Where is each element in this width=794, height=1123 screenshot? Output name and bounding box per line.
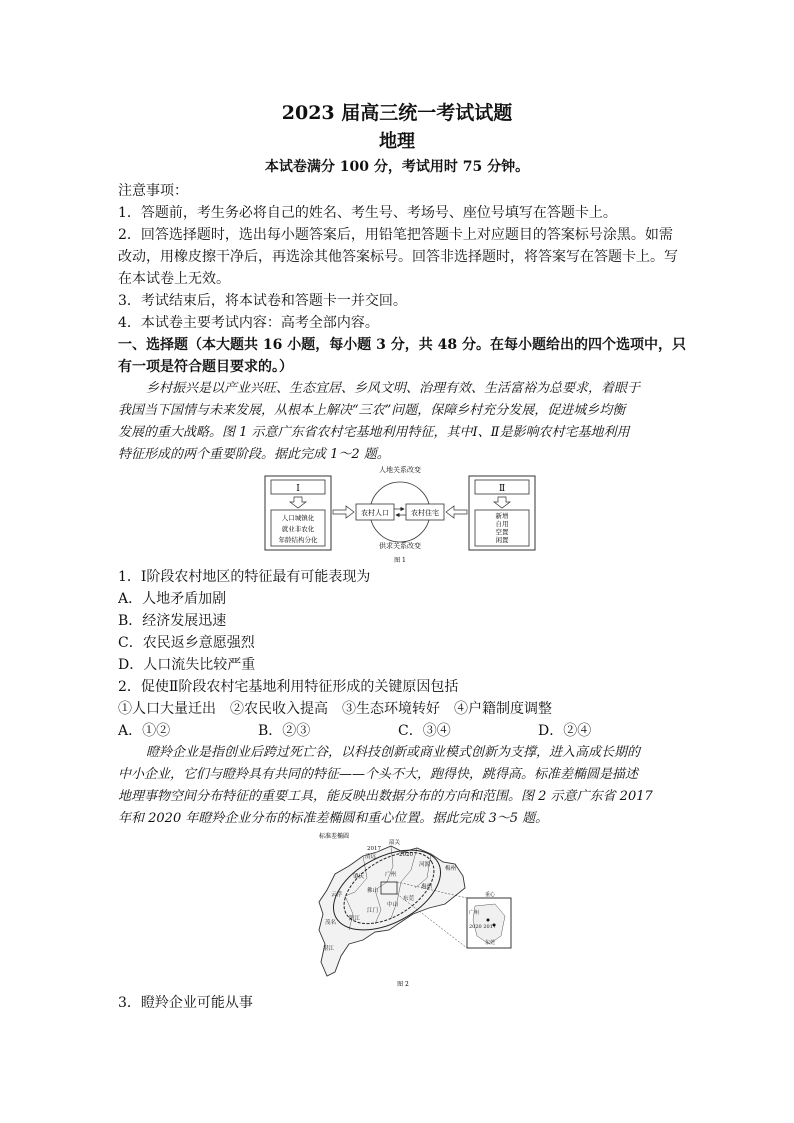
place-label: 湛江 bbox=[323, 946, 335, 952]
q1-option-d: D．人口流失比较严重 bbox=[118, 657, 256, 673]
figure-1-diagram bbox=[262, 462, 538, 566]
place-label: 中山 bbox=[387, 902, 399, 908]
passage-line: 年和 2020 年瞪羚企业分布的标准差椭圆和重心位置。据此完成 3～5 题。 bbox=[118, 811, 549, 826]
q3-stem: 3．瞪羚企业可能从事 bbox=[118, 995, 253, 1011]
place-label: 江门 bbox=[367, 908, 379, 914]
section-heading: 一、选择题（本大题共 16 小题，每小题 3 分，共 48 分。在每小题给出的四个选项中，只 bbox=[118, 337, 686, 353]
guangdong-outline bbox=[319, 846, 465, 976]
section-heading: 有一项是符合题目要求的。） bbox=[118, 359, 293, 375]
q1-option-c: C．农民返乡意愿强烈 bbox=[118, 635, 255, 651]
stage1-item: 就业非农化 bbox=[281, 525, 315, 533]
place-label: 广州 bbox=[385, 872, 397, 878]
passage-line: 瞪羚企业是指创业后跨过死亡谷，以科技创新或商业模式创新为支撑，进入高成长期的 bbox=[146, 745, 641, 760]
stage2-item: 自用 bbox=[495, 520, 509, 528]
q2-option-a: A．①② bbox=[118, 723, 171, 739]
place-label: 韶关 bbox=[389, 840, 401, 846]
q2-stem: 2．促使Ⅱ阶段农村宅基地利用特征形成的关键原因包括 bbox=[118, 679, 459, 695]
q2-option-c: C．③④ bbox=[398, 723, 451, 739]
stage2-item: 新增 bbox=[495, 512, 509, 520]
down-arrow-icon bbox=[290, 497, 306, 508]
stage2-item: 闲置 bbox=[495, 536, 509, 544]
passage-line: 地理事物空间分布特征的重要工具，能反映出数据分布的方向和范围。图 2 示意广东省 2017 bbox=[118, 789, 653, 804]
q2-option-d: D．②④ bbox=[538, 723, 592, 739]
place-label: 阳江 bbox=[349, 916, 361, 922]
place-label: 河源 bbox=[419, 862, 431, 868]
q2-option-b: B．②③ bbox=[258, 723, 311, 739]
passage-line: 特征形成的两个重要阶段。据此完成 1～2 题。 bbox=[118, 447, 390, 462]
right-arrow-icon bbox=[333, 506, 354, 518]
year-label: 2017 bbox=[367, 846, 381, 852]
note-line: 改动，用橡皮擦干净后，再选涂其他答案标号。回答非选择题时，将答案写在答题卡上。写 bbox=[118, 249, 678, 265]
figure-1-caption: 图 1 bbox=[394, 557, 406, 564]
q2-items: ①人口大量迁出 ②农民收入提高 ③生态环境转好 ④户籍制度调整 bbox=[118, 701, 552, 717]
stage1-item: 年龄结构分化 bbox=[278, 536, 318, 544]
note-line: 3．考试结束后，将本试卷和答题卡一并交回。 bbox=[118, 293, 407, 309]
stage1-item: 人口城镇化 bbox=[281, 514, 315, 522]
center-left-label: 农村人口 bbox=[361, 509, 389, 517]
note-line: 1．答题前，考生务必将自己的姓名、考生号、考场号、座位号填写在答题卡上。 bbox=[118, 205, 617, 221]
note-line: 2．回答选择题时，选出每小题答案后，用铅笔把答题卡上对应题目的答案标号涂黑。如需 bbox=[118, 227, 673, 243]
stage1-label: Ⅰ bbox=[296, 484, 300, 494]
stage2-item: 空置 bbox=[495, 528, 509, 536]
place-label: 肇庆 bbox=[353, 874, 365, 880]
q1-option-a: A．人地矛盾加剧 bbox=[118, 591, 227, 607]
place-label: 佛山 bbox=[367, 888, 379, 894]
map-legend: 标准差椭圆 bbox=[319, 833, 350, 840]
passage-line: 中小企业，它们与瞪羚具有共同的特征——个头不大，跑得快，跳得高。标准差椭圆是描述 bbox=[118, 767, 639, 782]
year-label: 2020 bbox=[399, 852, 413, 858]
inset-place: 东莞 bbox=[485, 940, 496, 946]
center-right-label: 农村住宅 bbox=[411, 509, 439, 517]
down-arrow-icon bbox=[494, 497, 510, 508]
left-arrow-icon bbox=[446, 506, 467, 518]
figure-2-map bbox=[305, 826, 520, 990]
centroid-2020 bbox=[487, 919, 490, 922]
note-line: 4．本试卷主要考试内容：高考全部内容。 bbox=[118, 315, 379, 331]
inset-label: 重心 bbox=[485, 892, 496, 898]
label-bottom: 供求关系改变 bbox=[379, 542, 421, 550]
exam-info: 本试卷满分 100 分，考试用时 75 分钟。 bbox=[264, 159, 530, 175]
notes-heading: 注意事项： bbox=[118, 183, 188, 199]
passage-line: 乡村振兴是以产业兴旺、生态宜居、乡风文明、治理有效、生活富裕为总要求，着眼于 bbox=[146, 381, 641, 396]
inset-place: 广州 bbox=[469, 910, 480, 916]
place-label: 茂名 bbox=[325, 920, 337, 926]
figure-2-caption: 图 2 bbox=[397, 981, 409, 988]
q1-option-b: B．经济发展迅速 bbox=[118, 613, 227, 629]
inset-years: 2020 2017 bbox=[469, 924, 497, 930]
q1-stem: 1．Ⅰ阶段农村地区的特征最有可能表现为 bbox=[118, 569, 371, 585]
label-top: 人地关系改变 bbox=[379, 466, 421, 474]
stage2-label: Ⅱ bbox=[498, 484, 506, 494]
place-label: 云浮 bbox=[331, 892, 343, 898]
place-label: 清远 bbox=[365, 854, 377, 860]
passage-line: 我国当下国情与未来发展，从根本上解决“三农”问题，保障乡村充分发展，促进城乡均衡 bbox=[118, 403, 626, 418]
place-label: 惠州 bbox=[421, 884, 433, 890]
subject-title: 地理 bbox=[379, 131, 415, 152]
place-label: 梅州 bbox=[445, 866, 457, 872]
place-label: 东莞 bbox=[403, 896, 415, 902]
passage-line: 发展的重大战略。图 1 示意广东省农村宅基地利用特征，其中Ⅰ、Ⅱ是影响农村宅基地利用 bbox=[118, 425, 630, 440]
note-line: 在本试卷上无效。 bbox=[118, 271, 230, 287]
exam-title: 2023 届高三统一考试试题 bbox=[281, 102, 513, 124]
